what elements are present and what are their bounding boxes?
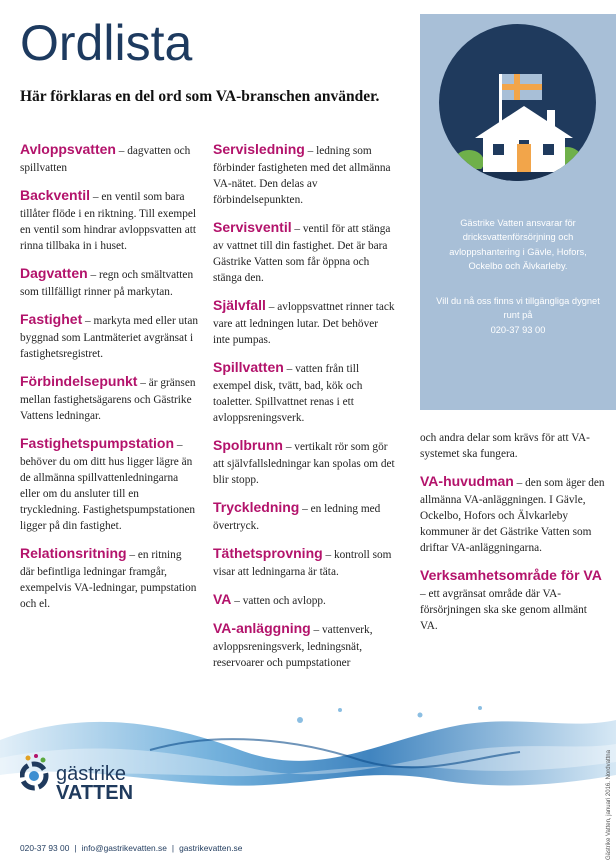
glossary-definition: – regn och smältvatten som tillfälligt rinner på markytan.	[20, 268, 194, 298]
glossary-entry	[213, 590, 397, 610]
page-title: Ordlista	[20, 15, 193, 71]
glossary-entry	[213, 544, 397, 580]
footer-contact	[20, 843, 242, 853]
glossary-definition: – vattenverk, avloppsreningsverk, ledningsnät, reservoarer och pumpstationer	[213, 624, 373, 670]
glossary-entry	[20, 310, 198, 362]
glossary-term: Servisventil	[213, 218, 292, 235]
water-wave-illustration	[0, 680, 616, 830]
glossary-definition: – avloppsvattnet rinner tack vare att ledningen lutar. Det behöver inte pumpas.	[213, 300, 395, 346]
glossary-definition: – vertikalt rör som gör att självfallsledningar kan spolas om det blir stopp.	[213, 440, 395, 486]
info-text-responsibility: Gästrike Vatten ansvarar för dricksvattenförsörjning och avloppshantering i Gävle, Hofors, Ockelbo och Älvkarleby.	[449, 218, 587, 272]
glossary-entry	[213, 498, 397, 534]
glossary-term: Spolbrunn	[213, 436, 283, 453]
water-drop-logo-icon	[20, 752, 52, 794]
footer-phone: 020-37 93 00	[20, 843, 70, 853]
footer-separator: |	[171, 843, 175, 853]
glossary-term: Avloppsvatten	[20, 141, 116, 157]
footer-credit: Gästrike Vatten, januari 2016. Nordvattna	[606, 750, 612, 860]
glossary-term: VA-huvudman	[420, 473, 514, 490]
glossary-term: VA	[213, 590, 232, 607]
footer-email[interactable]: info@gastrikevatten.se	[81, 843, 167, 853]
glossary-entry	[213, 218, 397, 286]
info-box	[420, 14, 616, 410]
company-logo	[20, 752, 52, 799]
glossary-entry	[20, 140, 198, 176]
glossary-definition: – en ledning med övertryck.	[213, 502, 381, 532]
glossary-term: Verksamhetsområde för VA	[420, 567, 602, 584]
glossary-definition: – en ritning där befintliga ledningar framgår, exempelvis VA-ledningar, pumpstation och el.	[20, 548, 197, 610]
info-text-availability-label: Vill du nå oss finns vi tillgängliga dygnet runt på	[436, 296, 600, 321]
glossary-definition: – ett avgränsat område där VA-försörjningen ska ske genom allmänt VA.	[420, 587, 587, 632]
glossary-entry	[20, 264, 198, 300]
house-illustration	[439, 24, 596, 181]
glossary-entry	[420, 430, 605, 462]
logo-text-vatten: VATTEN	[56, 782, 134, 804]
footer-website[interactable]: gastrikevatten.se	[179, 843, 243, 853]
glossary-entry	[420, 566, 605, 634]
glossary-definition: – ventil för att stänga av vattnet till din fastighet. Det är bara Gästrike Vatten som får öppna och stänga den.	[213, 222, 391, 284]
glossary-definition: – den som äger den allmänna VA-anläggningen. I Gävle, Ockelbo, Hofors och Älvkarleby kommuner är det Gästrike Vatten som driftar VA-anläggningarna.	[420, 477, 605, 555]
glossary-term: Servisledning	[213, 141, 305, 157]
glossary-entry	[20, 372, 198, 424]
glossary-term: Självfall	[213, 296, 266, 313]
glossary-term: Täthetsprovning	[213, 544, 323, 561]
glossary-term: Spillvatten	[213, 358, 284, 375]
glossary-entry	[420, 472, 605, 556]
glossary-definition: – en ventil som bara tillåter flöde i en riktning. Till exempel en ventil som hindrar avloppsvatten att rinna tillbaka in i huset.	[20, 190, 197, 252]
glossary-definition: – vatten från till exempel disk, tvätt, bad, kök och toaletter. Spillvattnet renas i ett avloppsreningsverk.	[213, 362, 363, 424]
glossary-term: Relationsritning	[20, 544, 127, 561]
logo-text-gastrike: gästrike	[56, 763, 127, 785]
glossary-term: Backventil	[20, 186, 91, 203]
glossary-entry	[213, 296, 397, 348]
glossary-definition: – markyta med eller utan byggnad som Lantmäteriet avgränsat i fastighetsregistret.	[20, 314, 198, 360]
glossary-entry	[20, 434, 198, 534]
glossary-entry	[213, 358, 397, 426]
glossary-term: Fastighet	[20, 310, 83, 327]
glossary-entry	[20, 544, 198, 612]
glossary-definition: – behöver du om ditt hus ligger lägre än de allmänna spillvattenledningarna eller om du ansluter till en tryckledning. Fastighetspumpstationen ligger på din fastighet.	[20, 438, 196, 532]
glossary-column-2	[213, 140, 397, 681]
glossary-definition: – vatten och avlopp.	[231, 594, 326, 607]
glossary-column-3	[420, 430, 605, 644]
glossary-term: VA-anläggning	[213, 620, 311, 637]
footer-separator: |	[74, 843, 77, 853]
glossary-definition: – ledning som förbinder fastigheten med det allmänna VA-nätet. Den delas av förbindelsepunkten.	[213, 145, 391, 206]
glossary-term: Fastighetspumpstation	[20, 434, 175, 451]
glossary-column-1	[20, 140, 198, 622]
glossary-term: Dagvatten	[20, 264, 88, 281]
house-flag-icon	[439, 24, 596, 181]
glossary-definition: och andra delar som krävs för att VA-systemet ska fungera.	[420, 432, 590, 461]
glossary-entry	[213, 619, 397, 671]
glossary-entry	[20, 186, 198, 254]
glossary-definition: – kontroll som visar att ledningarna är täta.	[213, 548, 392, 578]
glossary-entry	[213, 436, 397, 488]
glossary-term: Tryckledning	[213, 498, 300, 515]
info-phone: 020-37 93 00	[490, 324, 546, 335]
page-subtitle: Här förklaras en del ord som VA-branschen använder.	[20, 88, 380, 105]
glossary-term: Förbindelsepunkt	[20, 372, 138, 389]
info-text-availability	[436, 294, 600, 337]
glossary-entry	[213, 140, 397, 208]
glossary-definition: – är gränsen mellan fastighetsägarens och Gästrike Vattens ledningar.	[20, 376, 196, 422]
glossary-definition: – dagvatten och spillvatten	[20, 145, 191, 174]
